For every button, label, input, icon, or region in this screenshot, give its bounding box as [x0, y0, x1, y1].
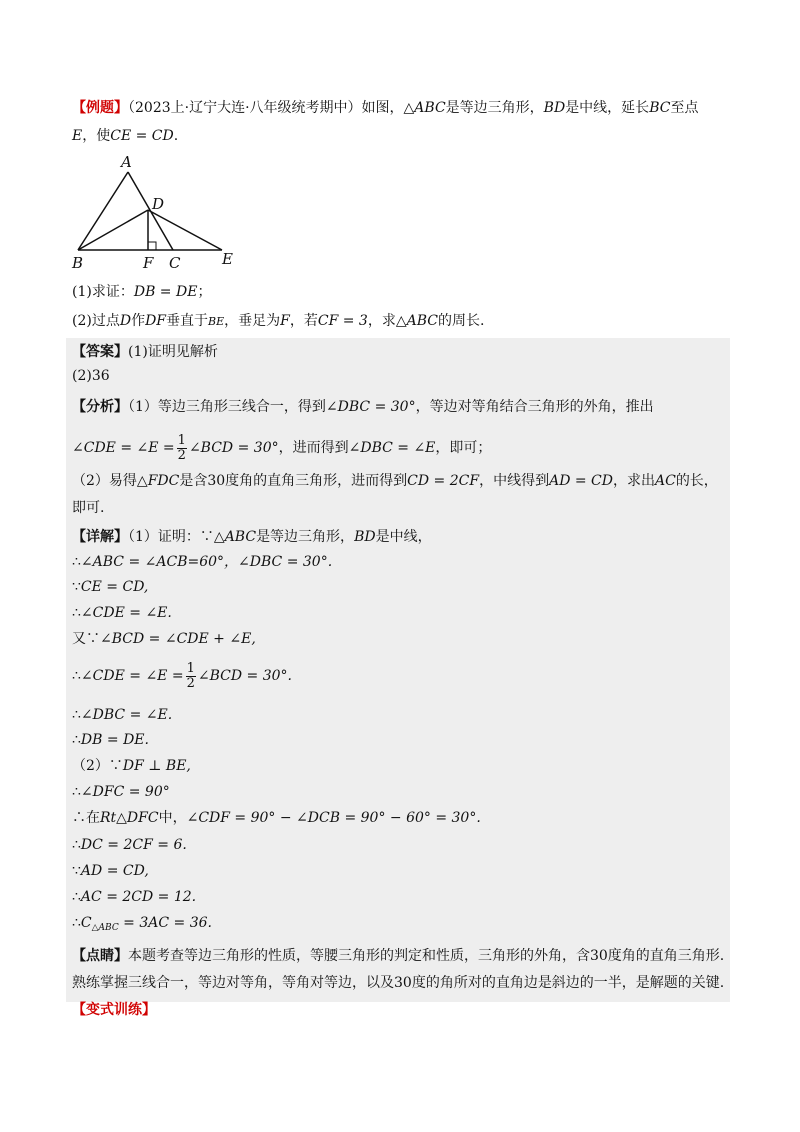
detail-expr: ∠CDE = ∠E =: [80, 668, 184, 684]
q1-expr: DB = DE: [133, 284, 198, 300]
perimeter-subscript: △ABC: [91, 923, 119, 933]
analysis-text: ，即可；: [435, 440, 492, 456]
q2-be: BE: [208, 315, 225, 328]
triangle-figure: [68, 150, 248, 275]
q1-prefix: (1)求证：: [72, 284, 134, 300]
analysis-text: 的长，: [675, 473, 718, 489]
detail-text: 中，: [158, 810, 187, 826]
answer-1: (1)证明见解析: [128, 344, 218, 360]
label-f: F: [143, 254, 154, 272]
detail-expr: △ABC: [213, 529, 257, 545]
answer-line-2: [72, 366, 110, 386]
detail-text: ∴在: [72, 810, 100, 826]
example-source: （2023上·辽宁大连·八年级统考期中）: [128, 100, 362, 116]
therefore-symbol: ∴: [72, 605, 81, 621]
analysis-text: 即可.: [72, 500, 105, 516]
analysis-line-4: [72, 498, 104, 518]
stem-text: .: [173, 128, 179, 144]
detail-expr: ∠CDF = 90° − ∠DCB = 90° − 60° = 30°.: [186, 810, 481, 826]
q2-text: 的周长.: [437, 313, 485, 329]
detail-expr: AD = CD,: [80, 863, 149, 879]
example-line-1: [72, 98, 698, 118]
q2-text: 垂直于: [166, 313, 209, 329]
detail-expr: ∠ABC = ∠ACB=60°，∠DBC = 30°.: [80, 554, 333, 570]
detail-expr: DC = 2CF = 6.: [80, 837, 187, 853]
analysis-expr: ∠DBC = ∠E: [348, 440, 436, 456]
perimeter-symbol: C: [80, 915, 92, 931]
therefore-symbol: ∴: [72, 554, 81, 570]
detail-tag: 【详解】: [72, 529, 128, 545]
q2-cf: CF = 3: [317, 313, 368, 329]
comment-text: 熟练掌握三线合一，等边对等角，等角对等边，以及30度的角所对的直角边是斜边的一半，是解题的关键.: [72, 975, 725, 991]
detail-step-13: [72, 913, 212, 938]
therefore-symbol: ∴: [72, 837, 81, 853]
detail-expr: ∠CDE = ∠E.: [80, 605, 172, 621]
analysis-line-2: [72, 432, 491, 464]
detail-step-11: [72, 861, 149, 881]
detail-step-7: [72, 730, 149, 750]
comment-text: 本题考查等边三角形的性质，等腰三角形的判定和性质，三角形的外角，含30度角的直角三角形.: [128, 948, 725, 964]
analysis-expr: AD = CD: [549, 473, 613, 489]
q2-df: DF: [145, 313, 167, 329]
line-bd: [78, 210, 148, 250]
line-de: [148, 210, 222, 250]
detail-step-2: [72, 577, 148, 597]
label-e: E: [222, 250, 233, 268]
q1-suffix: ；: [197, 284, 212, 300]
fraction-num: 1: [186, 660, 195, 676]
detail-expr: ∠DBC = ∠E.: [80, 707, 173, 723]
fraction-num: 1: [177, 432, 186, 448]
answer-tag: 【答案】: [72, 344, 128, 360]
analysis-expr: △FDC: [136, 473, 180, 489]
analysis-line-3: [72, 471, 718, 491]
q2-text: ，若: [289, 313, 318, 329]
q2-text: 作: [131, 313, 146, 329]
segment-bc: BC: [649, 100, 671, 116]
q2-text: ，求: [367, 313, 396, 329]
detail-text: （1）证明：∵: [128, 529, 214, 545]
detail-step-8: [72, 782, 170, 802]
therefore-symbol: ∴: [72, 889, 81, 905]
analysis-text: （2）易得: [72, 473, 137, 489]
fraction-half: [186, 662, 196, 691]
therefore-symbol: ∴: [72, 784, 81, 800]
detail-expr: ∠DFC = 90°: [80, 784, 170, 800]
segment-bd: BD: [543, 100, 566, 116]
variant-heading: [72, 1000, 156, 1020]
question-2: [72, 311, 484, 332]
stem-text: 如图，: [361, 100, 404, 116]
analysis-expr: CD = 2CF: [407, 473, 480, 489]
detail-expr: = 3AC = 36.: [118, 915, 212, 931]
stem-text: 是等边三角形，: [445, 100, 544, 116]
condition-ce-cd: CE = CD: [110, 128, 174, 144]
because-symbol: ∵: [72, 579, 81, 595]
therefore-symbol: ∴: [72, 732, 81, 748]
therefore-symbol: ∴: [72, 668, 81, 684]
detail-step-12: [72, 887, 196, 907]
therefore-symbol: ∴: [72, 707, 81, 723]
comment-line-1: [72, 946, 724, 966]
detail-step-6: [72, 705, 172, 725]
variant-tag: 【变式训练】: [72, 1002, 156, 1018]
detail-expr: ∠BCD = ∠CDE + ∠E,: [100, 631, 256, 647]
detail-expr: DF ⊥ BE,: [122, 758, 191, 774]
fraction-den: 2: [177, 447, 186, 463]
analysis-text: （1）等边三角形三线合一，得到: [128, 399, 326, 415]
detail-step-5: [72, 660, 292, 692]
detail-step-3: [72, 603, 172, 623]
label-d: D: [152, 195, 165, 213]
analysis-text: ，中线得到: [479, 473, 550, 489]
detail-text: 是等边三角形，: [256, 529, 355, 545]
detail-line-1: [72, 527, 432, 547]
analysis-expr: ∠DBC = 30°: [325, 399, 416, 415]
right-angle-mark: [148, 242, 156, 250]
fraction-half: [177, 434, 187, 463]
analysis-expr: AC: [654, 473, 676, 489]
fraction-den: 2: [186, 675, 195, 691]
therefore-symbol: ∴: [72, 915, 81, 931]
q2-text: ，垂足为: [224, 313, 281, 329]
triangle-abc: △ABC: [403, 100, 446, 116]
analysis-text: ，等边对等角结合三角形的外角，推出: [415, 399, 654, 415]
q2-point-f: F: [280, 313, 290, 329]
label-c: C: [169, 254, 181, 272]
example-tag: 【例题】: [72, 100, 128, 116]
detail-step-1: [72, 552, 332, 572]
comment-line-2: [72, 973, 724, 993]
detail-expr: BD: [354, 529, 376, 545]
q2-triangle: △ABC: [395, 313, 438, 329]
detail-text: 是中线，: [375, 529, 432, 545]
q2-point-d: D: [119, 313, 132, 329]
because-symbol: 又∵: [72, 631, 100, 647]
detail-expr: CE = CD,: [80, 579, 149, 595]
detail-step-10: [72, 835, 187, 855]
detail-step-9: [72, 808, 481, 828]
analysis-expr: ∠BCD = 30°: [188, 440, 279, 456]
comment-tag: 【点睛】: [72, 948, 128, 964]
stem-text: 是中线，延长: [565, 100, 650, 116]
detail-expr: DB = DE.: [80, 732, 149, 748]
point-e: E: [72, 128, 83, 144]
example-line-2: [72, 126, 178, 146]
analysis-line-1: [72, 397, 654, 417]
label-b: B: [72, 254, 84, 272]
answer-2: (2)36: [72, 368, 110, 384]
question-1: [72, 282, 211, 302]
detail-expr: ∠BCD = 30°.: [197, 668, 292, 684]
because-symbol: ∵: [72, 863, 81, 879]
label-a: A: [121, 153, 132, 171]
answer-line-1: [72, 342, 218, 362]
analysis-text: ，进而得到: [278, 440, 349, 456]
detail-expr: Rt△DFC: [100, 810, 159, 826]
analysis-text: ，求出: [612, 473, 655, 489]
detail-step-4: [72, 629, 256, 649]
detail-expr: AC = 2CD = 12.: [80, 889, 197, 905]
q2-text: (2)过点: [72, 313, 120, 329]
analysis-tag: 【分析】: [72, 399, 128, 415]
detail-text: （2）∵: [72, 758, 123, 774]
line-ab: [78, 172, 128, 250]
analysis-text: 是含30度角的直角三角形，进而得到: [179, 473, 408, 489]
analysis-expr: ∠CDE = ∠E =: [72, 440, 175, 456]
detail-part-2: [72, 756, 191, 776]
stem-text: 至点: [670, 100, 699, 116]
stem-text: ，使: [82, 128, 111, 144]
